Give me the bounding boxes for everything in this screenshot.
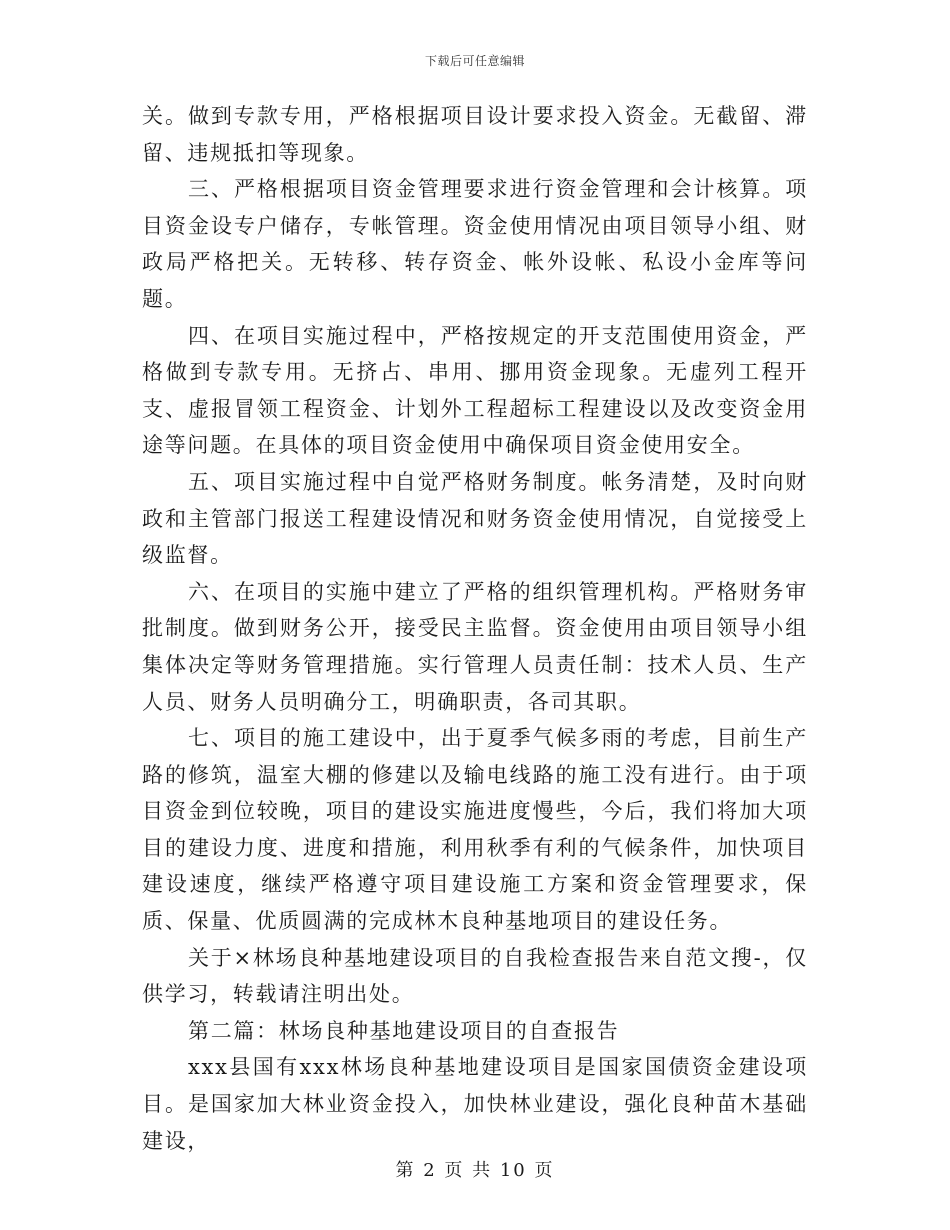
document-body: [142, 98, 808, 1159]
section-heading: 第二篇：林场良种基地建设项目的自查报告: [188, 1018, 620, 1043]
paragraph-item-5: 五、项目实施过程中自觉严格财务制度。帐务清楚，及时向财政和主管部门报送工程建设情况和财务资金使用情况，自觉接受上级监督。: [142, 469, 808, 568]
paragraph-continuation: 关。做到专款专用，严格根据项目设计要求投入资金。无截留、滞留、违规抵扣等现象。: [142, 104, 808, 165]
paragraph-item-4: 四、在项目实施过程中，严格按规定的开支范围使用资金，严格做到专款专用。无挤占、串用、挪用资金现象。无虚列工程开支、虚报冒领工程资金、计划外工程超标工程建设以及改变资金用途等问题。在具体的项目资金使用中确保项目资金使用安全。: [142, 323, 808, 458]
source-note: 关于×林场良种基地建设项目的自我检查报告来自范文搜-，仅供学习，转载请注明出处。: [142, 945, 808, 1007]
page-number: 第 2 页 共 10 页: [395, 1160, 555, 1181]
paragraph-item-7: 七、项目的施工建设中，出于夏季气候多雨的考虑，目前生产路的修筑，温室大棚的修建以及输电线路的施工没有进行。由于项目资金到位较晚，项目的建设实施进度慢些，今后，我们将加大项目的建设力度、进度和措施，利用秋季有利的气候条件，加快项目建设速度，继续严格遵守项目建设施工方案和资金管理要求，保质、保量、优质圆满的完成林木良种基地项目的建设任务。: [142, 726, 808, 934]
paragraph-item-6: 六、在项目的实施中建立了严格的组织管理机构。严格财务审批制度。做到财务公开，接受民主监督。资金使用由项目领导小组集体决定等财务管理措施。实行管理人员责任制：技术人员、生产人员、财务人员明确分工，明确职责，各司其职。: [142, 579, 808, 714]
paragraph-item-3: 三、严格根据项目资金管理要求进行资金管理和会计核算。项目资金设专户储存，专帐管理。资金使用情况由项目领导小组、财政局严格把关。无转移、转存资金、帐外设帐、私设小金库等问题。: [142, 177, 808, 311]
page-header: 下载后可任意编辑: [424, 54, 525, 68]
paragraph-intro: xxx县国有xxx林场良种基地建设项目是国家国债资金建设项目。是国家加大林业资金投入，加快林业建设，强化良种苗木基础建设，: [142, 1055, 808, 1153]
